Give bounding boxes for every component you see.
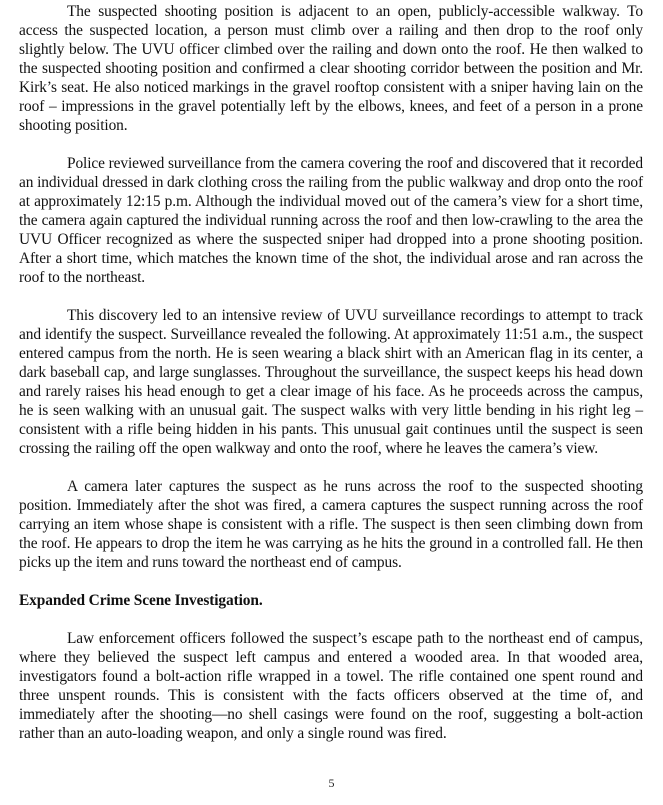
paragraph-campus-surveillance-review: This discovery led to an intensive review of UVU surveillance recordings to attempt to track and identify the suspect. Surveillance revealed the following. At approximately 11:51 a.m., the suspect entered campus from the north. He is seen wearing a black shirt with an American flag in its center, a dark baseball cap, and large sunglasses. Throughout the surveillance, the suspect keeps his head down and rarely raises his head enough to get a clear image of his face. As he proceeds across the campus, he is seen walking with an unusual gait. The suspect walks with very little bending in his right leg – consistent with a rifle being hidden in his pants. This unusual gait continues until the suspect is seen crossing the railing off the open walkway and onto the roof, where he leaves the camera’s view. <box>19 307 643 457</box>
paragraph-shooting-position: The suspected shooting position is adjacent to an open, publicly-accessible walkway. To access the suspected location, a person must climb over a railing and then drop to the roof only slightly below. The UVU officer climbed over the railing and down onto the roof. He then walked to the suspected shooting position and confirmed a clear shooting corridor between the position and Mr. Kirk’s seat. He also noticed markings in the gravel rooftop consistent with a sniper having lain on the roof – impressions in the gravel potentially left by the elbows, knees, and feet of a person in a prone shooting position. <box>19 3 643 134</box>
paragraph-roof-surveillance: Police reviewed surveillance from the camera covering the roof and discovered that it recorded an individual dressed in dark clothing cross the railing from the public walkway and drop onto the roof at approximately 12:15 p.m. Although the individual moved out of the camera’s view for a short time, the camera again captured the individual running across the roof and then low-crawling to the area the UVU Officer recognized as where the suspected sniper had dropped into a prone shooting position. After a short time, which matches the known time of the shot, the individual arose and ran across the roof to the northeast. <box>19 155 643 286</box>
document-page <box>19 2 643 762</box>
section-heading: Expanded Crime Scene Investigation. <box>19 592 263 609</box>
paragraph-rifle-found: Law enforcement officers followed the suspect’s escape path to the northeast end of campus, where they believed the suspect left campus and entered a wooded area. In that wooded area, investigators found a bolt-action rifle wrapped in a towel. The rifle contained one spent round and three unspent rounds. This is consistent with the facts officers observed at the time of, and immediately after the shooting—no shell casings were found on the roof, suggesting a bolt-action rather than an auto-loading weapon, and only a single round was fired. <box>19 630 643 742</box>
page-number: 5 <box>328 776 335 790</box>
paragraph-suspect-escape: A camera later captures the suspect as he runs across the roof to the suspected shooting position. Immediately after the shot was fired, a camera captures the suspect running across the roof carrying an item whose shape is consistent with a rifle. The suspect is then seen climbing down from the roof. He appears to drop the item he was carrying as he hits the ground in a controlled fall. He then picks up the item and runs toward the northeast end of campus. <box>19 478 643 571</box>
